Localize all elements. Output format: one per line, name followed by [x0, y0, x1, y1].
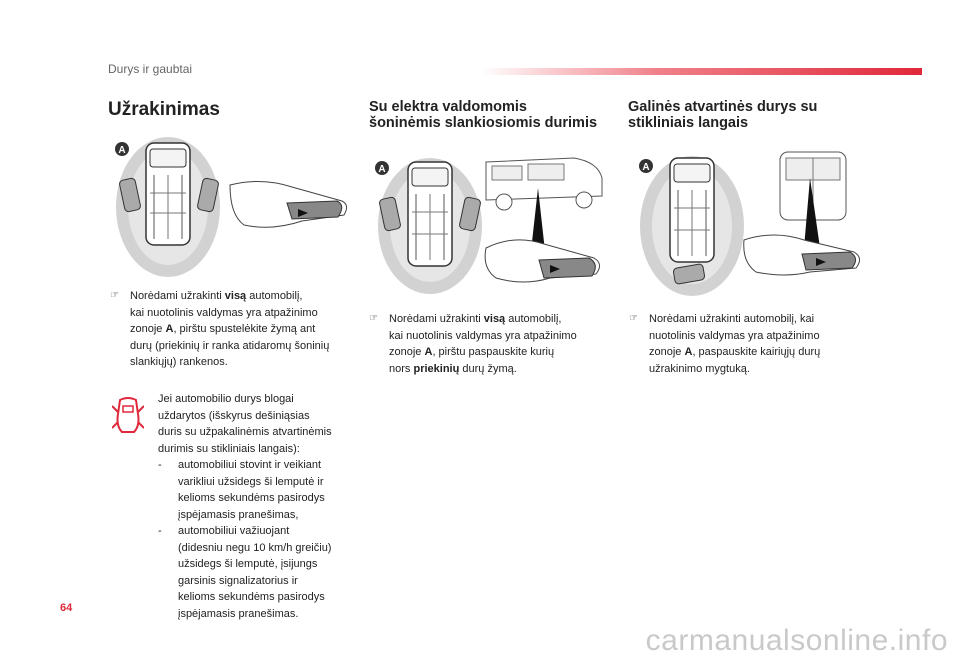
col1-instruction: ☞ Norėdami užrakinti visą automobilį, kai nuotolinis valdymas yra atpažinimo zonoje A, pirštu spustelėkite žymą ant durų (priekinių ir ranka atidaromų šoninių slankiųjų) rankenos. — [110, 290, 330, 368]
zone-a-label: A — [378, 164, 386, 175]
warning-list-item: - automobiliui važiuojant (didesniu negu 10 km/h greičiu) užsidegs ši lemputė, įsijungs garsinis signalizatorius ir kelioms sekundėms pasirodys įspėjamasis pranešimas. — [158, 525, 332, 620]
illustration-lock-vehicle-2 — [374, 148, 614, 298]
section-title: Durys ir gaubtai — [108, 62, 193, 76]
col3-instruction: ☞ Norėdami užrakinti automobilį, kai nuotolinis valdymas yra atpažinimo zonoje A, paspauskite kairiųjų durų užrakinimo mygtuką. — [629, 313, 821, 375]
bullet-icon: ☞ — [369, 313, 378, 324]
bullet-icon: ☞ — [629, 313, 638, 324]
col2-title: Su elektra valdomomis šoninėmis slankiosiomis durimis — [369, 99, 598, 131]
col3-title: Galinės atvartinės durys su stikliniais langais — [628, 99, 818, 131]
zone-a-label: A — [118, 145, 126, 156]
watermark-text: carmanualsonline.info — [645, 624, 948, 657]
warning-list-item: - automobiliui stovint ir veikiant varikliui užsidegs ši lemputė ir kelioms sekundėms pasirodys įspėjamasis pranešimas, — [158, 459, 325, 521]
col2-instruction: ☞ Norėdami užrakinti visą automobilį, kai nuotolinis valdymas yra atpažinimo zonoje A, pirštu paspauskite kurių nors priekinių durų žymą. — [369, 313, 577, 375]
col1-title: Užrakinimas — [108, 99, 220, 120]
bullet-icon: ☞ — [110, 290, 119, 301]
col1-warning-text: Jei automobilio durys blogai uždarytos (išskyrus dešiniąsias duris su užpakalinėmis atvartinėmis durimis su stikliniais langais): - automobiliui stovint ir veikiant varikliui užsidegs ši lemputė ir kelioms sekundėms pasirodys įspėjamasis pranešimas, - automobiliui važiuojant (didesniu negu 10 km/h greičiu) užsidegs ši lemputė, įsijungs garsinis signalizatorius ir kelioms sekundėms pasirodys įspėjamasis pranešimas. — [158, 391, 358, 622]
page-number: 64 — [60, 602, 73, 614]
zone-a-label: A — [642, 162, 650, 173]
door-open-warning-icon — [112, 396, 144, 436]
illustration-lock-vehicle-1 — [112, 135, 352, 280]
illustration-lock-vehicle-3 — [634, 148, 874, 298]
header-accent-bar — [480, 68, 922, 75]
